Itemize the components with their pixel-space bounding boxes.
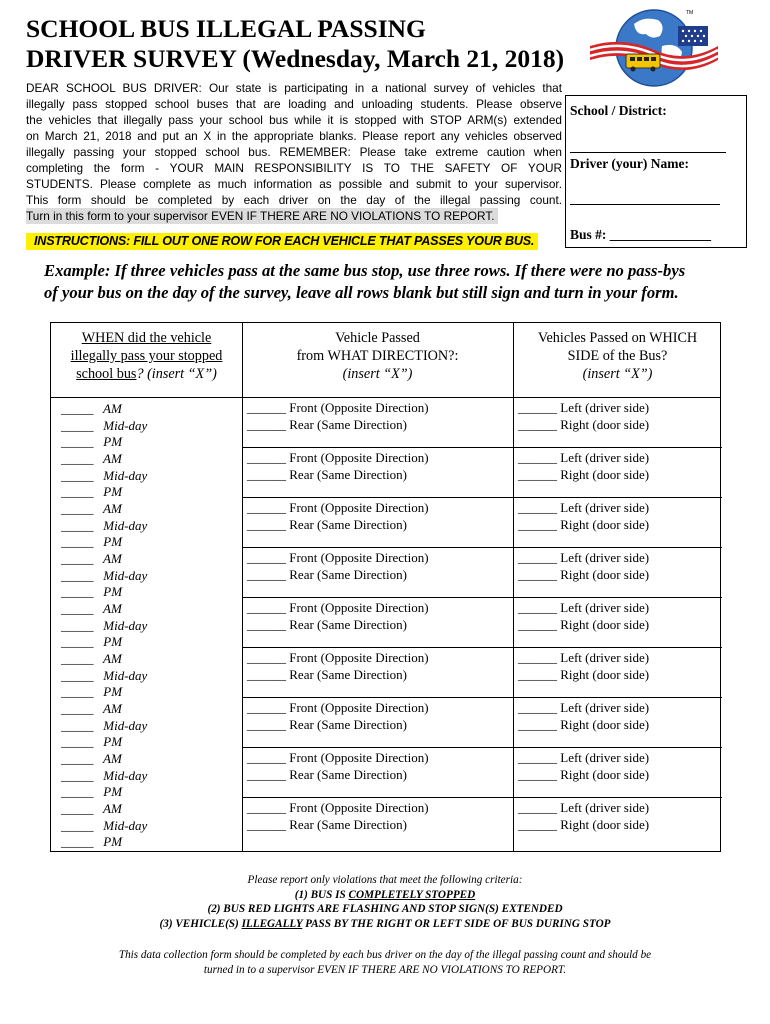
side-options: [518, 400, 649, 433]
direction-options: [247, 700, 429, 733]
side-option[interactable]: ______ Left (driver side): [518, 800, 650, 815]
header-when-line: illegally pass your stopped: [70, 348, 223, 364]
school-district-label: School / District:: [570, 103, 667, 118]
time-option[interactable]: _____ Mid-day: [61, 567, 148, 583]
direction-option[interactable]: ______ Rear (Same Direction): [247, 666, 407, 682]
side-option[interactable]: ______ Left (driver side): [518, 750, 650, 765]
school-district-field[interactable]: [570, 152, 726, 153]
time-option[interactable]: _____ Mid-day: [61, 817, 148, 833]
time-option[interactable]: _____ Mid-day: [61, 517, 148, 533]
header-when-line: WHEN did the vehicle: [81, 330, 212, 346]
side-option[interactable]: ______ Right (door side): [518, 416, 650, 432]
header-direction-insert: (insert “X”): [342, 366, 413, 382]
time-option[interactable]: _____ AM: [61, 401, 122, 416]
row-divider: [242, 797, 722, 798]
side-options: [518, 600, 649, 633]
footnote: [40, 948, 730, 977]
letter-line: illegally pass stopped school buses that are loading and unloading students. Please observe: [26, 97, 562, 111]
row-divider: [242, 497, 722, 498]
example-line-1: Example: If three vehicles pass at the same bus stop, use three rows. If there were no pass-bys: [44, 261, 686, 280]
direction-options: [247, 600, 429, 633]
direction-options: [247, 500, 429, 533]
letter-line: This form should be completed by each driver on the day of the illegal passing count.: [26, 193, 562, 207]
side-options: [518, 450, 649, 483]
time-option[interactable]: _____ AM: [61, 651, 122, 666]
criteria-3: [0, 917, 770, 932]
instructions-banner: INSTRUCTIONS: FILL OUT ONE ROW FOR EACH VEHICLE THAT PASSES YOUR BUS.: [26, 233, 538, 250]
time-option[interactable]: _____ PM: [61, 684, 123, 699]
time-option[interactable]: _____ Mid-day: [61, 467, 148, 483]
header-direction-line: Vehicle Passed: [335, 330, 420, 346]
criteria-intro: Please report only violations that meet the following criteria:: [247, 874, 523, 886]
side-options: [518, 700, 649, 733]
direction-option[interactable]: ______ Front (Opposite Direction): [247, 750, 429, 765]
violations-table: [50, 322, 721, 852]
direction-option[interactable]: ______ Rear (Same Direction): [247, 816, 407, 832]
direction-options: [247, 800, 429, 833]
time-options: [61, 401, 147, 451]
time-option[interactable]: _____ PM: [61, 584, 123, 599]
row-divider: [242, 647, 722, 648]
letter-line: the vehicles that illegally pass your school bus while it is stopped with STOP ARM(s) extended: [26, 113, 562, 127]
direction-options: [247, 450, 429, 483]
side-option[interactable]: ______ Left (driver side): [518, 600, 650, 615]
side-option[interactable]: ______ Right (door side): [518, 466, 650, 482]
side-option[interactable]: ______ Left (driver side): [518, 500, 650, 515]
time-options: [61, 751, 147, 801]
side-option[interactable]: ______ Right (door side): [518, 816, 650, 832]
header-direction-line: from WHAT DIRECTION?:: [296, 348, 459, 364]
time-option[interactable]: _____ PM: [61, 534, 123, 549]
row-divider: [242, 747, 722, 748]
time-options: [61, 701, 147, 751]
direction-option[interactable]: ______ Rear (Same Direction): [247, 766, 407, 782]
time-option[interactable]: _____ Mid-day: [61, 667, 148, 683]
direction-option[interactable]: ______ Front (Opposite Direction): [247, 700, 429, 715]
table-row: [51, 750, 722, 800]
footnote-line-2: turned in to a supervisor EVEN IF THERE ARE NO VIOLATIONS TO REPORT.: [203, 963, 567, 976]
time-option[interactable]: _____ PM: [61, 484, 123, 499]
direction-option[interactable]: ______ Front (Opposite Direction): [247, 500, 429, 515]
time-options: [61, 551, 147, 601]
row-divider: [242, 447, 722, 448]
letter-line: on March 21, 2018 and put an X in the appropriate blanks. Please report any vehicles observed: [26, 129, 562, 143]
driver-name-field[interactable]: [570, 204, 720, 205]
side-options: [518, 650, 649, 683]
time-option[interactable]: _____ PM: [61, 734, 123, 749]
direction-options: [247, 400, 429, 433]
direction-option[interactable]: ______ Rear (Same Direction): [247, 466, 407, 482]
time-option[interactable]: _____ Mid-day: [61, 717, 148, 733]
criteria-3-emphasis: ILLEGALLY: [241, 917, 303, 930]
time-option[interactable]: _____ AM: [61, 551, 122, 566]
criteria-3-text: (3) VEHICLE(S): [159, 917, 242, 930]
side-option[interactable]: ______ Right (door side): [518, 516, 650, 532]
time-option[interactable]: _____ PM: [61, 634, 123, 649]
direction-option[interactable]: ______ Front (Opposite Direction): [247, 650, 429, 665]
table-row: [51, 700, 722, 750]
side-option[interactable]: ______ Left (driver side): [518, 700, 650, 715]
direction-option[interactable]: ______ Rear (Same Direction): [247, 566, 407, 582]
driver-info-box: [565, 95, 747, 248]
example-line-2: of your bus on the day of the survey, leave all rows blank but still sign and turn in your form.: [44, 283, 679, 302]
side-option[interactable]: ______ Right (door side): [518, 566, 650, 582]
time-option[interactable]: _____ AM: [61, 501, 122, 516]
side-options: [518, 750, 649, 783]
table-row: [51, 500, 722, 550]
criteria-1-emphasis: COMPLETELY STOPPED: [348, 888, 476, 901]
time-option[interactable]: _____ Mid-day: [61, 417, 148, 433]
letter-line: [26, 208, 562, 224]
time-options: [61, 601, 147, 651]
time-option[interactable]: _____ Mid-day: [61, 767, 148, 783]
time-option[interactable]: _____ PM: [61, 784, 123, 799]
driver-name-label: Driver (your) Name:: [570, 156, 689, 171]
header-side-line: Vehicles Passed on WHICH: [537, 330, 698, 346]
time-option[interactable]: _____ AM: [61, 801, 122, 816]
letter-line: DEAR SCHOOL BUS DRIVER: Our state is participating in a national survey of vehicles that: [26, 81, 562, 95]
header-side-line: SIDE of the Bus?: [567, 348, 668, 364]
side-options: [518, 500, 649, 533]
row-divider: [242, 597, 722, 598]
side-options: [518, 800, 649, 833]
direction-option[interactable]: ______ Front (Opposite Direction): [247, 800, 429, 815]
trademark-mark: TM: [686, 10, 694, 16]
letter-line: STUDENTS. Please complete as much information as possible and submit to your supervisor.: [26, 177, 562, 191]
row-divider: [242, 547, 722, 548]
bus-number-label[interactable]: Bus #: _______________: [570, 227, 712, 242]
header-side: [513, 329, 722, 383]
table-row: [51, 800, 722, 850]
driver-letter: [26, 80, 562, 224]
table-row: [51, 450, 722, 500]
side-option[interactable]: ______ Left (driver side): [518, 550, 650, 565]
criteria-1: [0, 888, 770, 903]
direction-option[interactable]: ______ Rear (Same Direction): [247, 716, 407, 732]
header-side-insert: (insert “X”): [582, 366, 653, 382]
time-option[interactable]: _____ AM: [61, 751, 122, 766]
table-row: [51, 550, 722, 600]
header-when-insert: ? (insert “X”): [136, 366, 217, 382]
time-option[interactable]: _____ PM: [61, 834, 123, 849]
direction-options: [247, 550, 429, 583]
side-options: [518, 550, 649, 583]
row-divider: [242, 697, 722, 698]
header-when-line: [51, 365, 242, 383]
side-option[interactable]: ______ Right (door side): [518, 766, 650, 782]
title-line-1: SCHOOL BUS ILLEGAL PASSING: [26, 14, 426, 43]
title-line-2: DRIVER SURVEY (Wednesday, March 21, 2018): [26, 44, 565, 73]
time-options: [61, 451, 147, 501]
side-option[interactable]: ______ Right (door side): [518, 616, 650, 632]
side-option[interactable]: ______ Left (driver side): [518, 400, 650, 415]
time-options: [61, 501, 147, 551]
side-option[interactable]: ______ Left (driver side): [518, 650, 650, 665]
direction-option[interactable]: ______ Front (Opposite Direction): [247, 550, 429, 565]
time-options: [61, 651, 147, 701]
direction-option[interactable]: ______ Front (Opposite Direction): [247, 600, 429, 615]
header-direction: [242, 329, 513, 383]
header-when-text: school bus: [76, 366, 137, 382]
table-row: [51, 650, 722, 700]
letter-last-line: Turn in this form to your supervisor EVEN IF THERE ARE NO VIOLATIONS TO REPORT.: [26, 208, 498, 224]
footnote-line-1: This data collection form should be completed by each bus driver on the day of the illegal passing count and should be: [118, 949, 652, 961]
globe-bus-logo: [582, 6, 722, 92]
letter-line: illegally passing your stopped school bus. REMEMBER: Please take extreme caution when: [26, 145, 562, 159]
criteria-1-text: (1) BUS IS: [294, 888, 349, 901]
direction-options: [247, 750, 429, 783]
side-option[interactable]: ______ Right (door side): [518, 716, 650, 732]
time-option[interactable]: _____ AM: [61, 701, 122, 716]
time-option[interactable]: _____ AM: [61, 451, 122, 466]
header-divider: [51, 397, 720, 398]
table-row: [51, 600, 722, 650]
page-title: [26, 14, 566, 74]
criteria-2: (2) BUS RED LIGHTS ARE FLASHING AND STOP SIGN(S) EXTENDED: [207, 903, 563, 915]
direction-options: [247, 650, 429, 683]
side-option[interactable]: ______ Left (driver side): [518, 450, 650, 465]
example-note: [44, 260, 744, 304]
direction-option[interactable]: ______ Front (Opposite Direction): [247, 400, 429, 415]
criteria-section: [0, 873, 770, 931]
direction-option[interactable]: ______ Rear (Same Direction): [247, 616, 407, 632]
time-option[interactable]: _____ PM: [61, 434, 123, 449]
direction-option[interactable]: ______ Rear (Same Direction): [247, 416, 407, 432]
criteria-3-text: PASS BY THE RIGHT OR LEFT SIDE OF BUS DURING STOP: [302, 917, 611, 930]
header-when: [51, 329, 242, 383]
time-option[interactable]: _____ AM: [61, 601, 122, 616]
letter-line: completing the form - YOUR MAIN RESPONSIBILITY IS TO THE SAFETY OF YOUR: [26, 161, 562, 175]
direction-option[interactable]: ______ Front (Opposite Direction): [247, 450, 429, 465]
table-row: [51, 400, 722, 450]
direction-option[interactable]: ______ Rear (Same Direction): [247, 516, 407, 532]
side-option[interactable]: ______ Right (door side): [518, 666, 650, 682]
time-options: [61, 801, 147, 851]
time-option[interactable]: _____ Mid-day: [61, 617, 148, 633]
